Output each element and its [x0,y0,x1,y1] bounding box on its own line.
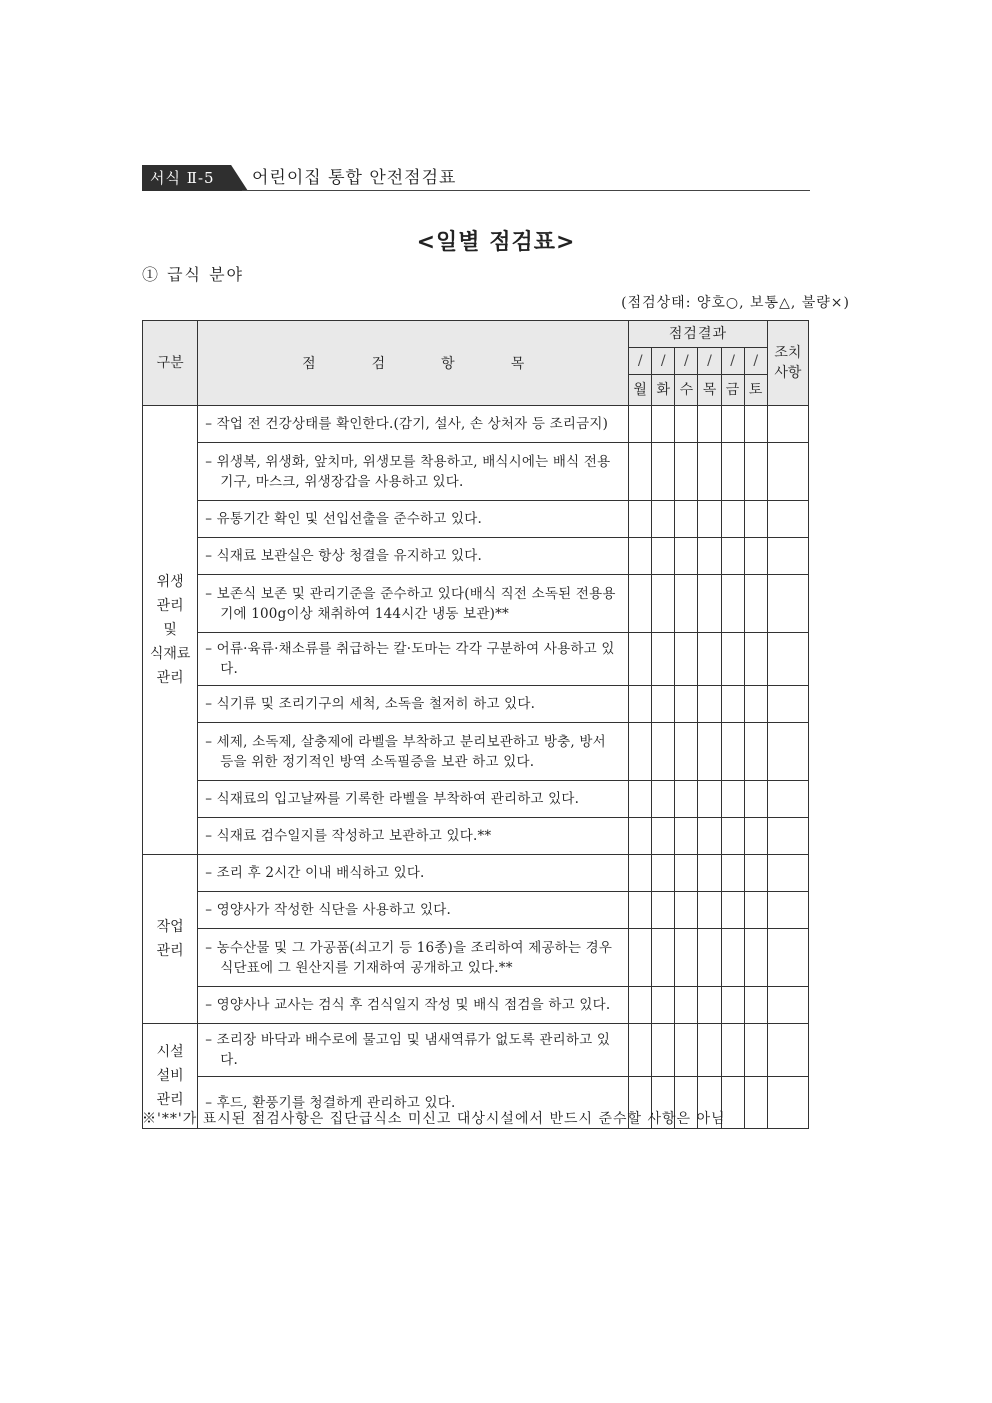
result-cell-목[interactable] [698,406,721,443]
result-cell-화[interactable] [652,987,675,1024]
result-cell-수[interactable] [675,929,698,987]
result-cell-월[interactable] [629,987,652,1024]
check-item-text: – 농수산물 및 그 가공품(쇠고기 등 16종)을 조리하여 제공하는 경우 식단표에 그 원산지를 기재하여 공개하고 있다.** [205,939,613,976]
checklist-table [142,320,809,1129]
result-cell-금[interactable] [721,538,744,575]
result-cell-수[interactable] [675,781,698,818]
result-cell-화[interactable] [652,818,675,855]
action-cell[interactable] [767,406,808,443]
result-cell-월[interactable] [629,633,652,686]
result-cell-목[interactable] [698,929,721,987]
result-cell-수[interactable] [675,723,698,781]
result-cell-목[interactable] [698,575,721,633]
table-row [143,575,809,633]
check-item-text: – 식재료 보관실은 항상 청결을 유지하고 있다. [205,548,482,564]
result-cell-목[interactable] [698,781,721,818]
result-cell-목[interactable] [698,501,721,538]
table-row [143,686,809,723]
result-cell-화[interactable] [652,443,675,501]
check-item-text: – 영양사나 교사는 검식 후 검식일지 작성 및 배식 점검을 하고 있다. [205,997,611,1013]
result-cell-목[interactable] [698,633,721,686]
check-item-cell [198,538,629,575]
result-cell-금[interactable] [721,1024,744,1077]
result-cell-월[interactable] [629,892,652,929]
result-cell-월[interactable] [629,538,652,575]
result-cell-수[interactable] [675,443,698,501]
check-item-text: – 조리 후 2시간 이내 배식하고 있다. [205,865,425,881]
action-cell[interactable] [767,723,808,781]
check-item-text: – 식재료의 입고날짜를 기록한 라벨을 부착하여 관리하고 있다. [205,791,580,807]
result-cell-금[interactable] [721,723,744,781]
action-cell[interactable] [767,892,808,929]
footnote: ※'**'가 표시된 점검사항은 집단급식소 미신고 대상시설에서 반드시 준수할 사항은 아님 [142,1111,726,1127]
category-cell: 시설 설비 관리 [143,1024,198,1129]
result-cell-토[interactable] [744,686,767,723]
form-header [142,163,810,193]
table-row [143,1024,809,1077]
result-cell-수[interactable] [675,987,698,1024]
action-cell[interactable] [767,781,808,818]
check-item-text: – 식기류 및 조리기구의 세척, 소독을 철저히 하고 있다. [205,696,536,712]
result-cell-토[interactable] [744,855,767,892]
result-cell-월[interactable] [629,1024,652,1077]
header-action: 조치사항 [767,321,808,406]
date-slash-cell[interactable]: / [675,348,698,375]
date-slash-cell[interactable]: / [629,348,652,375]
result-cell-월[interactable] [629,575,652,633]
table-row [143,929,809,987]
result-cell-화[interactable] [652,892,675,929]
result-cell-화[interactable] [652,538,675,575]
check-item-text: – 보존식 보존 및 관리기준을 준수하고 있다(배식 직전 소독된 전용용기에 100g이상 채취하여 144시간 냉동 보관)** [205,585,616,622]
category-cell: 위생 관리 및 식재료 관리 [143,406,198,855]
header-results: 점검결과 [629,321,768,348]
form-title: 어린이집 통합 안전점검표 [252,168,457,188]
result-cell-금[interactable] [721,575,744,633]
check-item-text: – 세제, 소독제, 살충제에 라벨을 부착하고 분리보관하고 방충, 방서 등을 위한 정기적인 방역 소독필증을 보관 하고 있다. [205,733,606,770]
result-cell-금[interactable] [721,929,744,987]
result-cell-월[interactable] [629,686,652,723]
check-item-cell [198,723,629,781]
result-cell-토[interactable] [744,1024,767,1077]
result-cell-화[interactable] [652,723,675,781]
result-cell-목[interactable] [698,723,721,781]
date-slash-cell[interactable]: / [744,348,767,375]
check-item-cell [198,501,629,538]
result-cell-토[interactable] [744,406,767,443]
result-cell-토[interactable] [744,633,767,686]
result-cell-월[interactable] [629,818,652,855]
check-item-cell [198,929,629,987]
result-cell-월[interactable] [629,855,652,892]
table-row [143,723,809,781]
check-item-cell [198,987,629,1024]
action-cell[interactable] [767,855,808,892]
result-cell-토[interactable] [744,538,767,575]
table-row [143,855,809,892]
result-cell-토[interactable] [744,443,767,501]
result-cell-토[interactable] [744,1077,767,1129]
result-cell-목[interactable] [698,855,721,892]
result-cell-금[interactable] [721,987,744,1024]
check-item-text: – 위생복, 위생화, 앞치마, 위생모를 착용하고, 배식시에는 배식 전용기구, 마스크, 위생장갑을 사용하고 있다. [205,453,611,490]
action-cell[interactable] [767,633,808,686]
result-cell-수[interactable] [675,892,698,929]
result-cell-토[interactable] [744,501,767,538]
action-cell[interactable] [767,1024,808,1077]
check-item-cell [198,818,629,855]
result-cell-월[interactable] [629,723,652,781]
result-cell-수[interactable] [675,855,698,892]
day-header: 화 [652,375,675,406]
action-cell[interactable] [767,443,808,501]
header-underline [242,190,810,191]
result-cell-화[interactable] [652,1024,675,1077]
form-number-tag: 서식 Ⅱ-5 [142,165,226,191]
status-legend: (점검상태: 양호○, 보통△, 불량×) [621,295,850,311]
check-item-cell [198,633,629,686]
day-header: 수 [675,375,698,406]
result-cell-금[interactable] [721,781,744,818]
result-cell-화[interactable] [652,855,675,892]
table-row [143,633,809,686]
result-cell-화[interactable] [652,781,675,818]
result-cell-목[interactable] [698,987,721,1024]
check-item-text: – 영양사가 작성한 식단을 사용하고 있다. [205,902,451,918]
result-cell-목[interactable] [698,818,721,855]
check-item-cell [198,686,629,723]
day-header: 토 [744,375,767,406]
result-cell-금[interactable] [721,406,744,443]
result-cell-수[interactable] [675,818,698,855]
check-item-cell [198,575,629,633]
result-cell-금[interactable] [721,443,744,501]
action-cell[interactable] [767,538,808,575]
date-slash-cell[interactable]: / [698,348,721,375]
table-row [143,781,809,818]
result-cell-금[interactable] [721,818,744,855]
result-cell-금[interactable] [721,855,744,892]
table-row [143,892,809,929]
check-item-text: – 조리장 바닥과 배수로에 물고임 및 냄새역류가 없도록 관리하고 있다. [205,1032,611,1068]
check-item-cell [198,892,629,929]
result-cell-목[interactable] [698,892,721,929]
day-header: 월 [629,375,652,406]
action-cell[interactable] [767,575,808,633]
result-cell-수[interactable] [675,501,698,538]
table-row [143,818,809,855]
day-header: 금 [721,375,744,406]
result-cell-화[interactable] [652,575,675,633]
section-label: ① 급식 분야 [142,265,244,284]
check-item-text: – 어류·육류·채소류를 취급하는 칼·도마는 각각 구분하여 사용하고 있다. [205,641,615,677]
check-item-text: – 유통기간 확인 및 선입선출을 준수하고 있다. [205,511,482,527]
table-row [143,538,809,575]
result-cell-화[interactable] [652,686,675,723]
action-cell[interactable] [767,987,808,1024]
result-cell-화[interactable] [652,501,675,538]
result-cell-토[interactable] [744,575,767,633]
result-cell-화[interactable] [652,633,675,686]
check-item-text: – 후드, 환풍기를 청결하게 관리하고 있다. [205,1094,456,1111]
result-cell-월[interactable] [629,406,652,443]
result-cell-토[interactable] [744,723,767,781]
date-slash-cell[interactable]: / [721,348,744,375]
check-item-cell [198,406,629,443]
check-item-cell [198,855,629,892]
table-row [143,501,809,538]
result-cell-수[interactable] [675,633,698,686]
result-cell-월[interactable] [629,443,652,501]
result-cell-월[interactable] [629,781,652,818]
check-item-cell [198,1024,629,1077]
category-cell: 작업 관리 [143,855,198,1024]
result-cell-목[interactable] [698,686,721,723]
result-cell-수[interactable] [675,686,698,723]
check-item-text: – 식재료 검수일지를 작성하고 보관하고 있다.** [205,828,492,844]
result-cell-토[interactable] [744,892,767,929]
result-cell-토[interactable] [744,929,767,987]
result-cell-수[interactable] [675,538,698,575]
result-cell-토[interactable] [744,781,767,818]
table-row [143,987,809,1024]
result-cell-토[interactable] [744,987,767,1024]
result-cell-수[interactable] [675,1024,698,1077]
result-cell-목[interactable] [698,1024,721,1077]
result-cell-금[interactable] [721,892,744,929]
document-title: <일별 점검표> [416,230,576,255]
check-item-cell [198,781,629,818]
result-cell-금[interactable] [721,501,744,538]
table-row [143,406,809,443]
result-cell-월[interactable] [629,929,652,987]
result-cell-금[interactable] [721,633,744,686]
action-cell[interactable] [767,686,808,723]
result-cell-토[interactable] [744,818,767,855]
tag-slant-decoration [222,165,248,191]
result-cell-목[interactable] [698,538,721,575]
header-check-items: 점검항목 [198,321,629,406]
table-row [143,443,809,501]
result-cell-월[interactable] [629,501,652,538]
action-cell[interactable] [767,929,808,987]
check-item-cell [198,443,629,501]
result-cell-금[interactable] [721,686,744,723]
result-cell-화[interactable] [652,406,675,443]
day-header: 목 [698,375,721,406]
action-cell[interactable] [767,1077,808,1129]
result-cell-수[interactable] [675,406,698,443]
result-cell-수[interactable] [675,575,698,633]
header-category: 구분 [143,321,198,406]
check-item-text: – 작업 전 건강상태를 확인한다.(감기, 설사, 손 상처자 등 조리금지) [205,416,609,432]
action-cell[interactable] [767,501,808,538]
result-cell-화[interactable] [652,929,675,987]
date-slash-cell[interactable]: / [652,348,675,375]
result-cell-목[interactable] [698,443,721,501]
action-cell[interactable] [767,818,808,855]
